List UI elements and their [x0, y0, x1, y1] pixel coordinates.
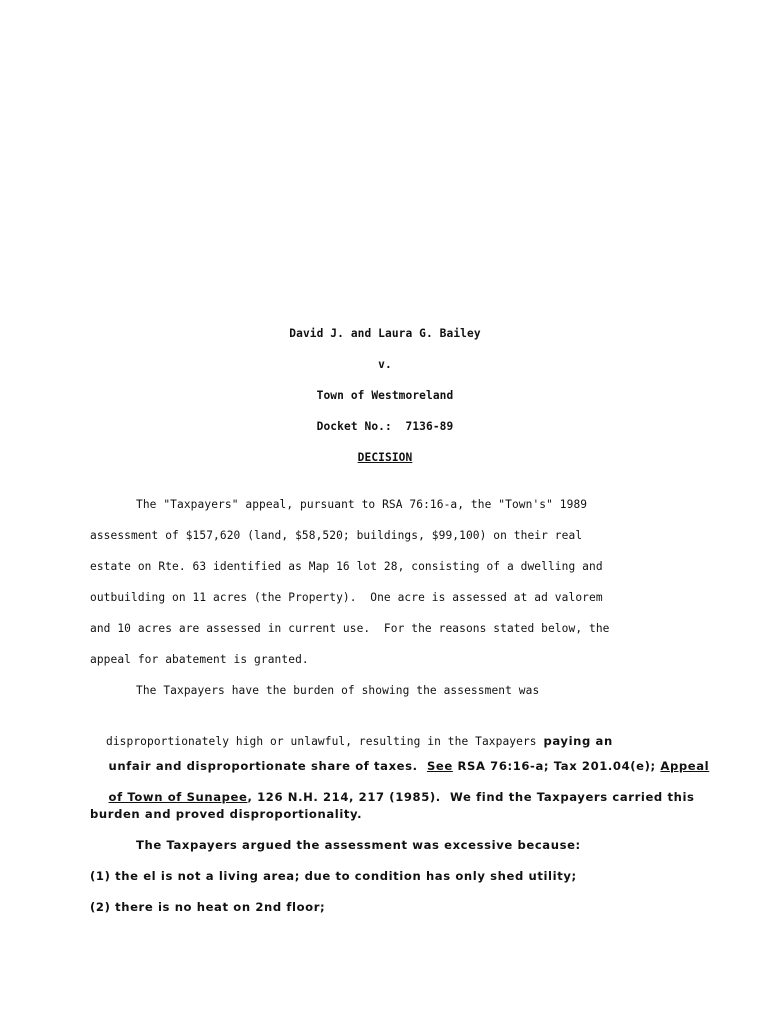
body-line-13: (1) the el is not a living area; due to condition has only shed utility;	[90, 869, 577, 883]
body-line-5: and 10 acres are assessed in current use. For the reasons stated below, the	[90, 622, 610, 635]
body-line-1: The "Taxpayers" appeal, pursuant to RSA 76:16-a, the "Town's" 1989	[136, 498, 588, 511]
body-line-4: outbuilding on 11 acres (the Property). One acre is assessed at ad valorem	[90, 591, 603, 604]
body-line-9-text: unfair and disproportionate share of taxes.	[108, 759, 427, 773]
body-line-10-text: , 126 N.H. 214, 217 (1985). We find the Taxpayers carried this	[247, 790, 695, 804]
body-line-11: burden and proved disproportionality.	[90, 807, 363, 821]
caption-parties-2: Town of Westmoreland	[316, 389, 454, 402]
body-line-7: The Taxpayers have the burden of showing the assessment was	[136, 684, 540, 697]
case-name-sunapee: of Town of Sunapee	[108, 790, 248, 804]
body-line-12: The Taxpayers argued the assessment was excessive because:	[136, 838, 581, 852]
body-line-8-text: disproportionately high or unlawful, resulting in the Taxpayers	[106, 735, 544, 748]
body-line-14: (2) there is no heat on 2nd floor;	[90, 900, 326, 914]
body-line-6: appeal for abatement is granted.	[90, 653, 309, 666]
caption-parties-1: David J. and Laura G. Bailey	[289, 327, 481, 340]
body-line-2: assessment of $157,620 (land, $58,520; buildings, $99,100) on their real	[90, 529, 583, 542]
decision-heading: DECISION	[357, 451, 413, 464]
body-line-8-bold-text: paying an	[543, 734, 613, 748]
body-line-9-citation: RSA 76:16-a; Tax 201.04(e);	[452, 759, 661, 773]
citation-see: See	[426, 759, 453, 773]
caption-docket: Docket No.: 7136-89	[316, 420, 454, 433]
case-name-appeal: Appeal	[660, 759, 710, 773]
caption-versus: v.	[378, 358, 392, 371]
body-line-3: estate on Rte. 63 identified as Map 16 lot 28, consisting of a dwelling and	[90, 560, 603, 573]
